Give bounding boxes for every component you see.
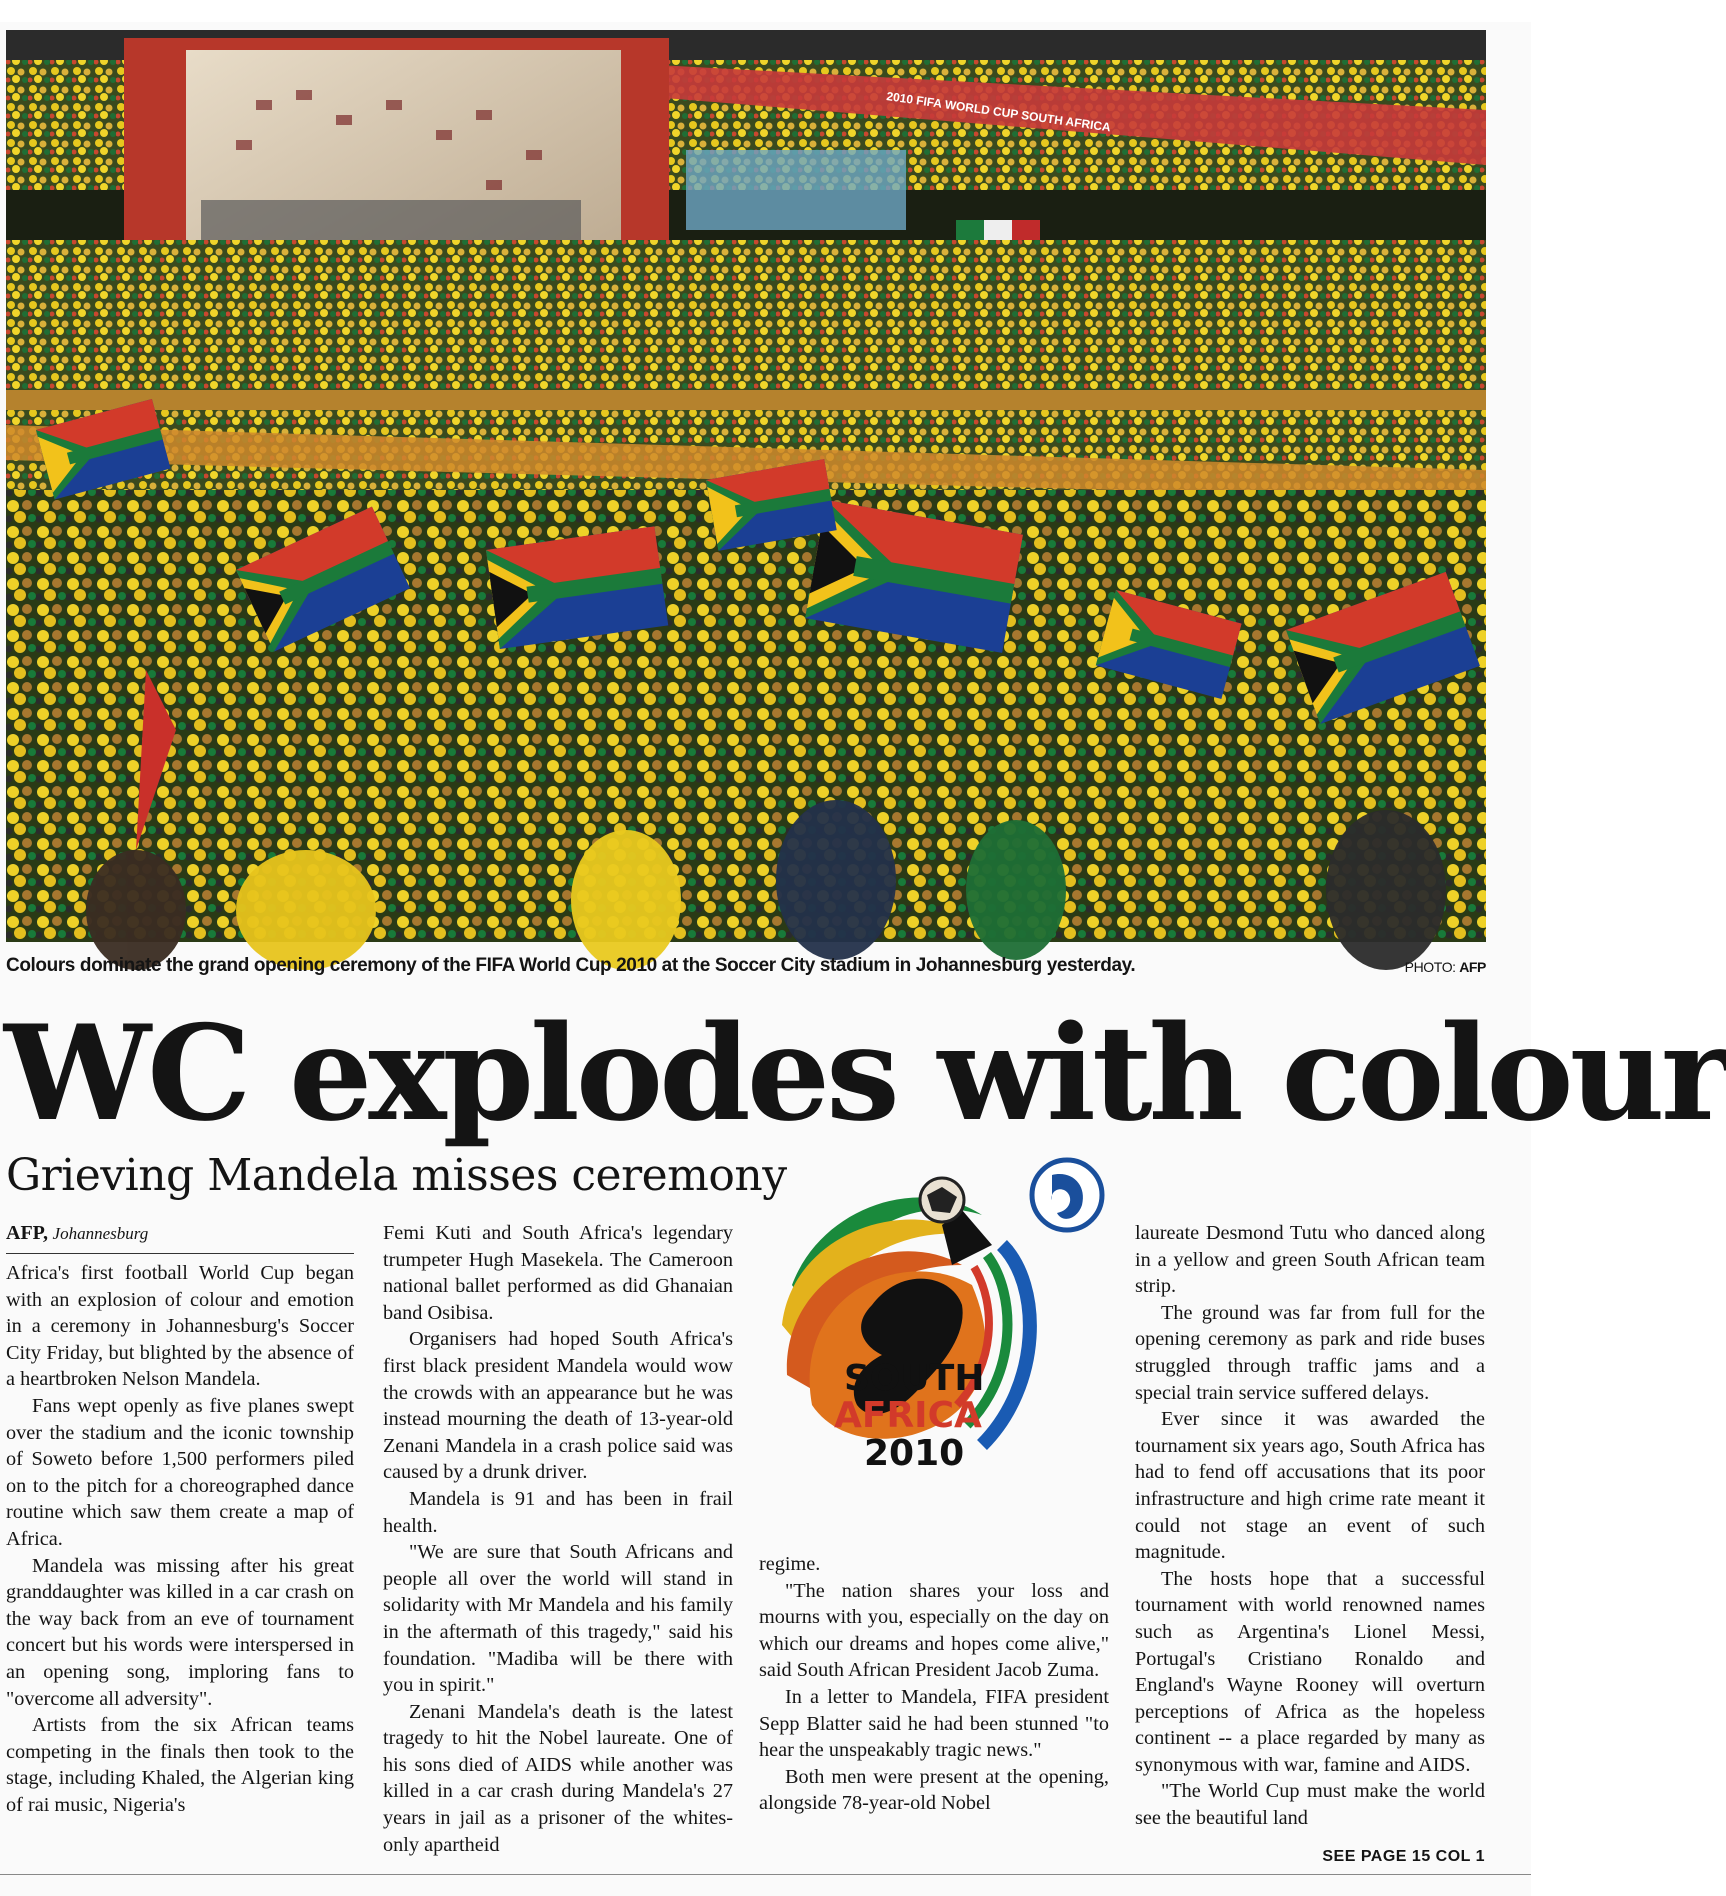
article-column-2 xyxy=(383,1220,733,1858)
subheadline: Grieving Mandela misses ceremony xyxy=(6,1150,787,1201)
photo-caption xyxy=(6,955,1486,985)
paragraph: Africa's first football World Cup began with an explosion of colour and emotion in a ceremony in Johannesburg's Soccer City Friday, but blighted by the absence of a heartbroken Nelson Mandela. xyxy=(6,1262,354,1391)
article-column-4 xyxy=(1135,1220,1485,1832)
caption-text: Colours dominate the grand opening ceremony of the FIFA World Cup 2010 at the Soccer City stadium in Johannesburg yesterday. xyxy=(6,955,1136,976)
logo-line-1: SOUTH xyxy=(844,1358,985,1399)
byline-source: AFP, xyxy=(6,1222,49,1244)
byline xyxy=(6,1220,354,1254)
paragraph: In a letter to Mandela, FIFA president Sepp Blatter said he had been stunned "to hear the unspeakably tragic news." xyxy=(759,1685,1109,1762)
continuation-jump: SEE PAGE 15 COL 1 xyxy=(1322,1848,1485,1865)
paragraph: regime. xyxy=(759,1553,821,1575)
paragraph: Fans wept openly as five planes swept over the stadium and the iconic township of Soweto before 1,500 performers piled on to the pitch for a choreographed dance routine which saw them create a map of Africa. xyxy=(6,1394,354,1550)
paragraph: Ever since it was awarded the tournament six years ago, South Africa has had to fend off accusations that its poor infrastructure and high crime rate meant it could not stage an event of such magnitude. xyxy=(1135,1408,1485,1564)
bottom-rule xyxy=(0,1874,1531,1875)
paragraph: "We are sure that South Africans and people all over the world will stand in solidarity with Mr Mandela and his family in the aftermath of this tragedy," said his foundation. "Madiba will be there with you in spirit." xyxy=(383,1541,733,1697)
paragraph: The hosts hope that a successful tournament with world renowned names such as Argentina's Lionel Messi, Portugal's Cristiano Ronaldo and England's Wayne Rooney will overturn perceptions of Africa as the hopeless continent -- a place regarded by many as synonymous with war, famine and AIDS. xyxy=(1135,1567,1485,1776)
paragraph: Artists from the six African teams competing in the finals then took to the stage, including Khaled, the Algerian king of rai music, Nigeria's xyxy=(6,1714,354,1816)
paragraph: The ground was far from full for the opening ceremony as park and ride buses struggled through traffic jams and a special train service suffered delays. xyxy=(1135,1301,1485,1404)
article-column-3 xyxy=(759,1551,1109,1817)
article-column-1 xyxy=(6,1220,354,1818)
headline: WC explodes with colour xyxy=(4,996,1726,1150)
paragraph: Both men were present at the opening, alongside 78-year-old Nobel xyxy=(759,1765,1109,1815)
paragraph: "The nation shares your loss and mourns with you, especially on the day on which our dreams and hopes come alive," said South African President Jacob Zuma. xyxy=(759,1579,1109,1682)
stadium-crowd-photo xyxy=(6,30,1486,942)
photo-credit xyxy=(1405,959,1486,975)
world-cup-emblem xyxy=(752,1155,1112,1540)
top-margin xyxy=(0,0,1531,22)
paragraph: Femi Kuti and South Africa's legendary trumpeter Hugh Masekela. The Cameroon national ballet performed as did Ghanaian band Osibisa. xyxy=(383,1222,733,1324)
paragraph: Organisers had hoped South Africa's first black president Mandela would wow the crowds with an appearance but he was instead mourning the death of 13-year-old Zenani Mandela in a crash police said was caused by a drunk driver. xyxy=(383,1328,733,1484)
paragraph: Mandela is 91 and has been in frail health. xyxy=(383,1487,733,1537)
credit-source: AFP xyxy=(1459,959,1486,975)
stadium-crowd-illustration xyxy=(6,30,1486,942)
logo-line-3: 2010 xyxy=(864,1433,965,1474)
paragraph: "The World Cup must make the world see the beautiful land xyxy=(1135,1780,1485,1830)
credit-label: PHOTO: xyxy=(1404,959,1456,975)
fifa-trophy-emblem-icon xyxy=(1032,1160,1102,1230)
paragraph: laureate Desmond Tutu who danced along in a yellow and green South African team strip. xyxy=(1135,1222,1485,1298)
byline-place: Johannesburg xyxy=(52,1224,149,1243)
paragraph: Mandela was missing after his great granddaughter was killed in a car crash on the way back from an eve of tournament concert but his words were interspersed in an opening song, imploring fans to "overcome all adversity". xyxy=(6,1554,354,1710)
world-cup-logo xyxy=(752,1155,1112,1540)
scoreboard-banner-text: 2010 FIFA WORLD CUP SOUTH AFRICA xyxy=(885,89,1112,135)
paragraph: Zenani Mandela's death is the latest tragedy to hit the Nobel laureate. One of his sons died of AIDS while another was killed in a car crash during Mandela's 27 years in jail as a prisoner of the whites-only apartheid xyxy=(383,1700,733,1856)
logo-line-2: AFRICA xyxy=(834,1395,982,1436)
